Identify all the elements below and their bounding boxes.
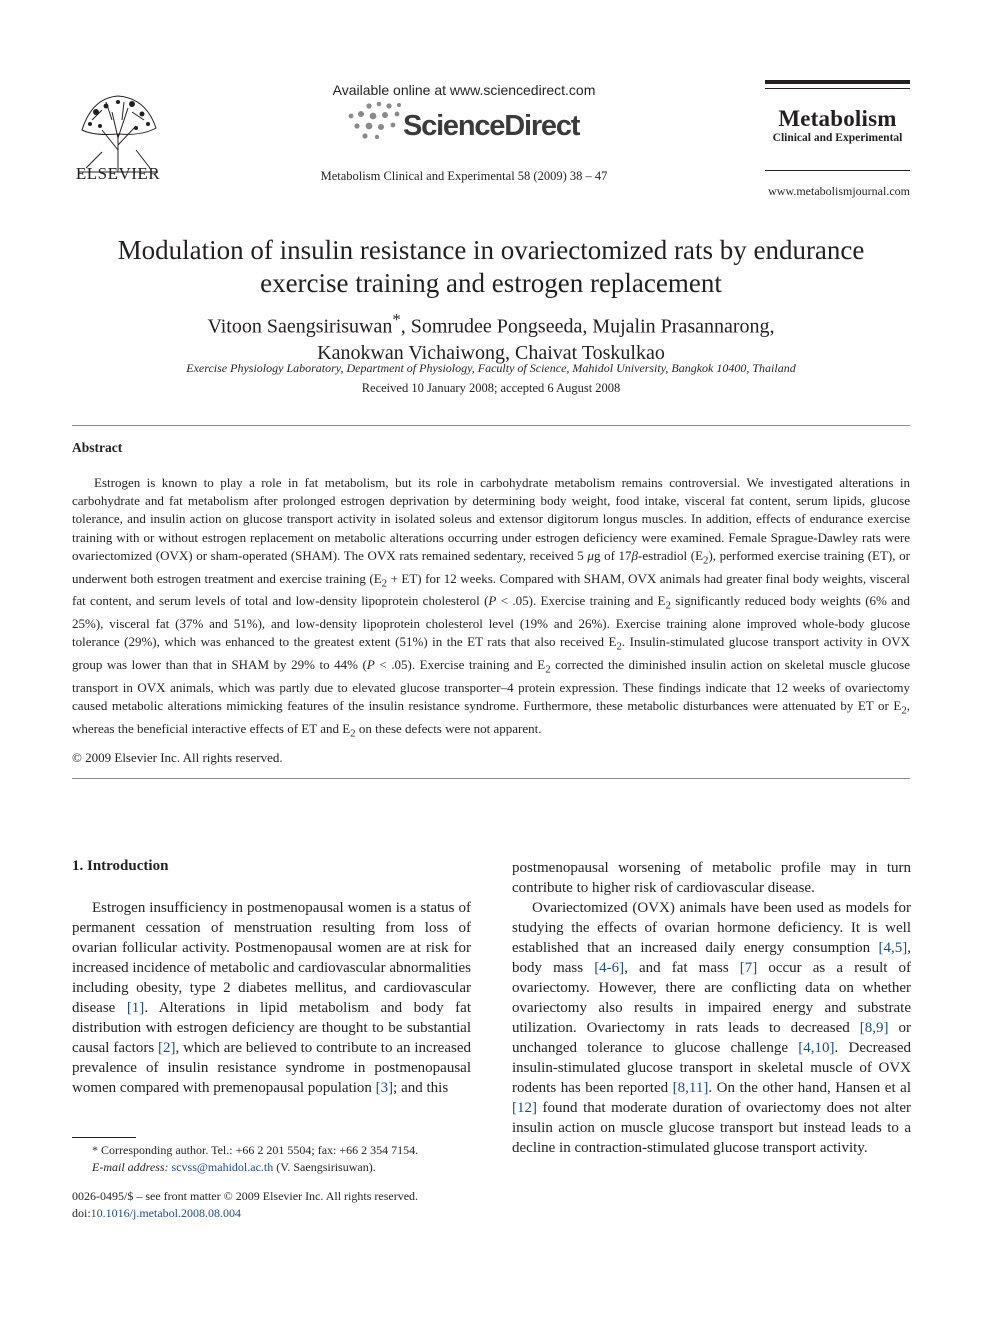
reference-link[interactable]: [8,9]	[859, 1020, 889, 1036]
authors-line-2: Kanokwan Vichaiwong, Chaivat Toskulkao	[317, 341, 665, 364]
intro-paragraph-2: Ovariectomized (OVX) animals have been used as models for studying the effects of ovarian hormone deficiency. It is well established that an increased daily energy consumption [4,5], body mass [4-6], and fat mass [7] occur as a result of ovariectomy. However, there are conflicting data on whether ovariectomy also results in impaired energy and substrate utilization. Ovariectomy in rats leads to decreased [8,9] or unchanged tolerance to glucose challenge [4,10]. Decreased insulin-stimulated glucose transport in skeletal muscle of OVX rodents has been reported [8,11]. On the other hand, Hansen et al [12] found that moderate duration of ovariectomy does not alter insulin action on muscle glucose transport but instead leads to a decline in contraction-stimulated glucose transport activity.	[512, 900, 912, 1156]
doi-link[interactable]: 10.1016/j.metabol.2008.08.004	[90, 1206, 241, 1220]
doi-label: doi:	[72, 1206, 91, 1220]
journal-thin-rule	[765, 88, 910, 89]
right-column	[512, 858, 911, 1158]
authors-line-1	[72, 307, 910, 340]
available-online-text[interactable]: Available online at www.sciencedirect.com	[332, 82, 596, 98]
received-accepted-dates: Received 10 January 2008; accepted 6 August 2008	[361, 381, 621, 395]
reference-link[interactable]: [4,5]	[878, 940, 908, 956]
sciencedirect-wordmark: ScienceDirect	[403, 110, 580, 142]
journal-name: Metabolism	[778, 106, 897, 131]
publisher-name: ELSEVIER	[75, 164, 161, 183]
abstract-body: Estrogen is known to play a role in fat metabolism, but its role in carbohydrate metabolism remains controversial. We investigated alterations in carbohydrate and fat metabolism after prolonged estrogen deprivation by determining body weight, food intake, visceral fat content, serum lipids, glucose tolerance, and insulin action on glucose transport activity in isolated soleus and extensor digitorum longus muscles. In addition, effects of endurance exercise training with or without estrogen replacement on metabolic alterations occurring under estrogen deficiency were examined. Female Sprague-Dawley rats were ovariectomized (OVX) or sham-operated (SHAM). The OVX rats remained sedentary, received 5 μg of 17β-estradiol $(E_2)$, performed exercise training (ET), or underwent both estrogen treatment and exercise training $(E_2 + ET)$ for 12 weeks. Compared with SHAM, OVX animals had greater final body weights, visceral fat content, and serum levels of total and low-density lipoprotein cholesterol (P < .05). Exercise training and $E_2$ significantly reduced body weights (6% and 25%), visceral fat (37% and 51%), and low-density lipoprotein cholesterol level (19% and 26%). Exercise training alone improved whole-body glucose tolerance (29%), which was enhanced to the greatest extent (51%) in the ET rats that also received $E_2$. Insulin-stimulated glucose transport activity in OVX group was lower than that in SHAM by 29% to 44% (P < .05). Exercise training and $E_2$ corrected the diminished insulin action on skeletal muscle glucose transport in OVX animals, which was partly due to elevated glucose transporter–4 protein expression. These findings indicate that 12 weeks of ovariectomy caused metabolic alterations mimicking features of the insulin resistance syndrome. Furthermore, these metabolic disturbances were attenuated by ET or $E_2$, whereas the beneficial interactive effects of ET and $E_2$ on these defects were not apparent.	[72, 475, 910, 740]
reference-link[interactable]: [7]	[739, 960, 758, 976]
email-link[interactable]: scvss@mahidol.ac.th	[171, 1160, 274, 1174]
journal-url-link[interactable]: www.metabolismjournal.com	[768, 184, 910, 198]
section-heading-introduction: 1. Introduction	[72, 858, 169, 874]
affiliation: Exercise Physiology Laboratory, Department of Physiology, Faculty of Science, Mahidol University, Bangkok 10400, Thailand	[186, 361, 796, 375]
reference-link[interactable]: [4,10]	[798, 1040, 835, 1056]
journal-bottom-rule	[765, 170, 910, 171]
abstract-copyright: © 2009 Elsevier Inc. All rights reserved.	[72, 750, 283, 765]
journal-subtitle: Clinical and Experimental	[772, 132, 903, 144]
journal-citation: Metabolism Clinical and Experimental 58 (2009) 38 – 47	[320, 169, 608, 183]
corresponding-star[interactable]: *	[392, 310, 401, 329]
corresponding-author[interactable]: Vitoon Saengsirisuwan	[207, 315, 393, 338]
co-authors: , Somrudee Pongseeda, Mujalin Prasannarong,	[400, 315, 775, 338]
corresponding-author-footnote: * Corresponding author. Tel.: +66 2 201 5504; fax: +66 2 354 7154.	[92, 1143, 419, 1157]
email-footnote	[72, 1159, 472, 1176]
abstract-top-rule	[72, 425, 910, 426]
email-owner: (V. Saengsirisuwan).	[273, 1160, 376, 1174]
issn-line: 0026-0495/$ – see front matter © 2009 Elsevier Inc. All rights reserved.	[72, 1189, 419, 1203]
reference-link[interactable]: [12]	[512, 1100, 537, 1116]
abstract-heading: Abstract	[72, 440, 123, 455]
abstract-bottom-rule	[72, 778, 910, 779]
footnote-rule	[72, 1137, 136, 1138]
article-title	[72, 234, 910, 300]
reference-link[interactable]: [2]	[158, 1040, 176, 1056]
title-line-1: Modulation of insulin resistance in ovariectomized rats by endurance	[117, 235, 865, 265]
reference-link[interactable]: [3]	[375, 1080, 394, 1096]
intro-paragraph-1: Estrogen insufficiency in postmenopausal women is a status of permanent cessation of menstruation resulting from loss of ovarian follicular activity. Postmenopausal women are at risk for increased incidence of metabolic and cardiovascular abnormalities including obesity, type 2 diabetes mellitus, and cardiovascular disease [1]. Alterations in lipid metabolism and body fat distribution with estrogen deficiency are thought to be substantial causal factors [2], which are believed to contribute to an increased prevalence of insulin resistance syndrome in postmenopausal women compared with premenopausal population [3]; and this	[72, 900, 471, 1096]
title-line-2: exercise training and estrogen replacement	[260, 268, 722, 298]
email-label: E-mail address:	[92, 1160, 169, 1174]
intro-paragraph-1-continued: postmenopausal worsening of metabolic profile may in turn contribute to higher risk of cardiovascular disease.	[512, 860, 911, 896]
reference-link[interactable]: [4-6]	[594, 960, 625, 976]
doi-line	[72, 1205, 241, 1222]
journal-top-rule	[765, 80, 910, 84]
reference-link[interactable]: [1]	[126, 1000, 145, 1016]
reference-link[interactable]: [8,11]	[672, 1080, 709, 1096]
author-list	[72, 307, 910, 366]
left-column	[72, 898, 471, 1098]
